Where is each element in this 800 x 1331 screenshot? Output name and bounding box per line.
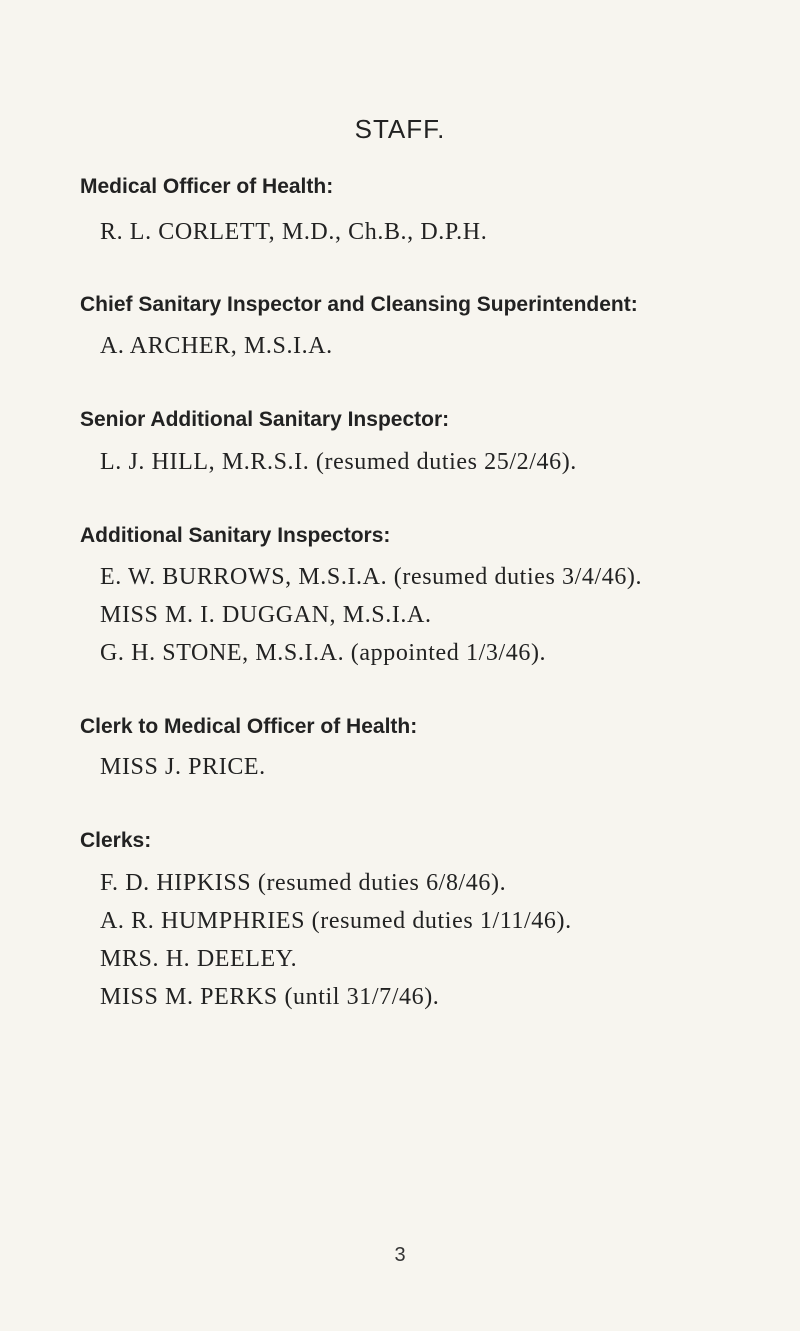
staff-entry: F. D. HIPKISS (resumed duties 6/8/46).: [100, 870, 507, 896]
section-heading-additional-inspectors: Additional Sanitary Inspectors:: [80, 524, 391, 547]
page-number: 3: [394, 1244, 406, 1266]
section-heading-clerk-to-moh: Clerk to Medical Officer of Health:: [80, 715, 418, 738]
staff-entry: MRS. H. DEELEY.: [100, 946, 298, 972]
staff-entry: R. L. CORLETT, M.D., Ch.B., D.P.H.: [100, 219, 488, 245]
staff-entry: L. J. HILL, M.R.S.I. (resumed duties 25/2/46).: [100, 449, 577, 475]
staff-entry: MISS M. I. DUGGAN, M.S.I.A.: [100, 602, 432, 628]
staff-entry: MISS M. PERKS (until 31/7/46).: [100, 984, 440, 1010]
section-heading-senior-additional-inspector: Senior Additional Sanitary Inspector:: [80, 408, 450, 431]
staff-entry: E. W. BURROWS, M.S.I.A. (resumed duties 3/4/46).: [100, 564, 643, 590]
section-heading-chief-sanitary-inspector: Chief Sanitary Inspector and Cleansing Superintendent:: [80, 293, 638, 316]
section-heading-clerks: Clerks:: [80, 829, 152, 852]
staff-entry: G. H. STONE, M.S.I.A. (appointed 1/3/46).: [100, 640, 547, 666]
staff-entry: A. R. HUMPHRIES (resumed duties 1/11/46).: [100, 908, 572, 934]
staff-entry: MISS J. PRICE.: [100, 754, 266, 780]
section-heading-medical-officer: Medical Officer of Health:: [80, 175, 334, 198]
page-title: STAFF.: [354, 114, 446, 144]
staff-entry: A. ARCHER, M.S.I.A.: [100, 333, 333, 359]
